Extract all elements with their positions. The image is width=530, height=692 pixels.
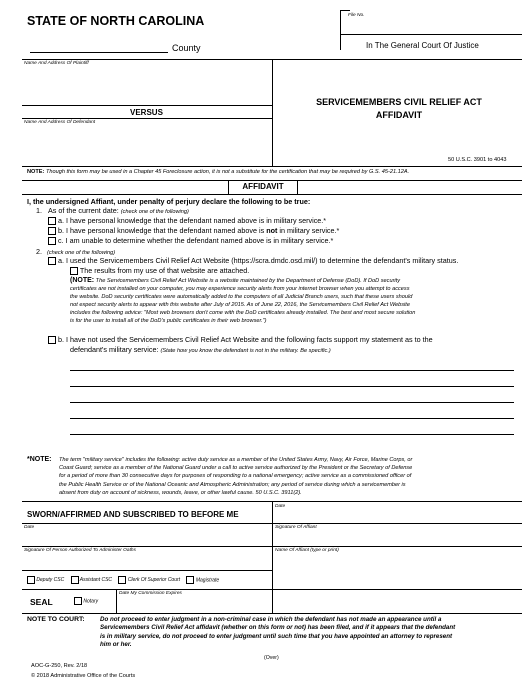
item2a-text: I used the Servicemembers Civil Relief Act Website (https://scra.dmdc.osd.mil/) to determine the defendant's military status. bbox=[66, 256, 459, 265]
item2a-sub bbox=[70, 267, 249, 276]
versus-label: VERSUS bbox=[130, 108, 163, 117]
item2a-note-line: The Servicemembers Civil Relief Act Website is a website maintained by the Department of Defense (DoD). If DoD security bbox=[95, 278, 401, 284]
commission-label: Date My Commission Expires bbox=[119, 591, 182, 596]
file-no-field[interactable] bbox=[340, 34, 522, 35]
item2a-note-line: is for the user to install all of the DoD's public certificates in their web browser.") bbox=[70, 317, 267, 324]
court-note-line: is in military service, do not proceed to enter judgment until such time that you have appointed an attorney to represent bbox=[100, 632, 453, 640]
item1c-checkbox[interactable] bbox=[48, 237, 56, 245]
clerk-superior-court-label: Clerk Of Superior Court bbox=[127, 577, 181, 584]
footnote-line: for a period of more than 30 consecutive days for purposes of responding to a national emergency; active service as a commissioned officer of bbox=[59, 473, 412, 480]
county-label: County bbox=[172, 43, 201, 53]
facts-line-4[interactable] bbox=[70, 418, 514, 419]
commission-field[interactable] bbox=[117, 598, 272, 612]
item1a-text: I have personal knowledge that the defendant named above is in military service.* bbox=[66, 216, 327, 225]
clerk-superior-court-checkbox[interactable] bbox=[118, 576, 126, 584]
item1b-text-post: in military service.* bbox=[277, 226, 340, 235]
item1c-text: I am unable to determine whether the defendant named above is in military service.* bbox=[65, 236, 334, 245]
form-title bbox=[276, 96, 522, 122]
sworn-date-label-right: Date bbox=[275, 504, 286, 509]
item2b-line2-row bbox=[70, 346, 331, 356]
item2-hint: (check one of the following) bbox=[47, 250, 116, 256]
assistant-csc-label: Assistant CSC bbox=[79, 577, 113, 584]
state-title: STATE OF NORTH CAROLINA bbox=[27, 14, 205, 28]
court-note-label: NOTE TO COURT: bbox=[27, 616, 85, 623]
item1-text: As of the current date: bbox=[48, 206, 119, 215]
item2-label: 2. bbox=[36, 247, 42, 256]
over-label: (Over) bbox=[264, 655, 279, 661]
footnote-line: The term "military service" includes the following: active duty service as a member of the United States Army, Navy, Air Force, Marine Corps, or bbox=[59, 457, 413, 463]
file-no-label: File No. bbox=[348, 13, 365, 18]
footnote-text bbox=[59, 456, 521, 497]
signature-affiant-field[interactable] bbox=[273, 531, 522, 545]
item2b-letter: b. bbox=[58, 335, 64, 344]
item2a-note-line: certificates are not installed on your computer, you may experience security alerts from your internet browser when you attempt to access bbox=[70, 285, 410, 292]
county-field[interactable] bbox=[30, 52, 168, 53]
defendant-field[interactable] bbox=[22, 127, 272, 165]
form-title-line1: SERVICEMEMBERS CIVIL RELIEF ACT bbox=[316, 97, 482, 107]
item1-option-b bbox=[48, 227, 339, 236]
form-note bbox=[27, 169, 409, 175]
affidavit-intro: I, the undersigned Affiant, under penalty of perjury declare the following to be true: bbox=[27, 197, 311, 206]
sworn-date-right-field[interactable] bbox=[275, 510, 521, 522]
plaintiff-label: Name And Address Of Plaintiff bbox=[24, 61, 89, 66]
signature-affiant-label: Signature Of Affiant bbox=[275, 525, 317, 530]
copyright: © 2018 Administrative Office of the Courts bbox=[31, 673, 136, 679]
deputy-csc-label: Deputy CSC bbox=[36, 577, 65, 584]
item2-option-a bbox=[48, 257, 458, 266]
item2a-note-label: (NOTE: bbox=[70, 277, 95, 284]
assistant-csc-checkbox[interactable] bbox=[71, 576, 79, 584]
item1-label: 1. bbox=[36, 206, 42, 215]
form-note-label: NOTE: bbox=[27, 169, 45, 175]
footnote-line: absent from duty on account of sickness, wounds, leave, or other lawful cause. 50 U.S.C. 3911(2). bbox=[59, 489, 302, 496]
item2a-note-line: not expect security alerts to appear with this website after July of 2015. As of June 22, 2016, the Servicemembers Civil Relief Act Website bbox=[70, 301, 410, 308]
form-note-text: Though this form may be used in a Chapter 45 Foreclosure action, it is not a substitute for the certification that may be required by G.S. 45-21.12A. bbox=[45, 169, 410, 175]
notary-label: Notary bbox=[83, 598, 99, 605]
date-label: Date bbox=[24, 525, 35, 530]
signature-admin-field[interactable] bbox=[22, 555, 272, 569]
magistrate-checkbox[interactable] bbox=[186, 576, 194, 584]
affiant-name-field[interactable] bbox=[273, 555, 522, 589]
item1-option-c bbox=[48, 237, 333, 246]
item2-option-b bbox=[48, 336, 433, 345]
officer-checkboxes bbox=[27, 576, 219, 584]
seal-label: SEAL bbox=[30, 597, 53, 607]
notary-checkbox[interactable] bbox=[74, 597, 82, 605]
item2a-checkbox[interactable] bbox=[48, 257, 56, 265]
plaintiff-field[interactable] bbox=[22, 68, 272, 104]
item2a-sub-checkbox[interactable] bbox=[70, 267, 78, 275]
affiant-name-label: Name Of Affiant (type or print) bbox=[275, 548, 339, 553]
item1b-checkbox[interactable] bbox=[48, 227, 56, 235]
item1b-letter: b. bbox=[58, 226, 64, 235]
item1b-text-bold: not bbox=[266, 226, 278, 235]
magistrate-label: Magistrate bbox=[195, 577, 220, 584]
defendant-label: Name And Address Of Defendant bbox=[24, 120, 96, 125]
item2a-letter: a. bbox=[58, 256, 64, 265]
item2b-hint: (State how you know the defendant is not in the military. Be specific.) bbox=[160, 348, 331, 354]
item2b-checkbox[interactable] bbox=[48, 336, 56, 344]
facts-line-2[interactable] bbox=[70, 386, 514, 387]
item2a-note-line: includes the following advice: "Most web browsers don't come with the DoD certificates already installed. The best and most secure solution bbox=[70, 309, 416, 316]
footnote-label: *NOTE: bbox=[27, 456, 52, 463]
item1a-checkbox[interactable] bbox=[48, 217, 56, 225]
sworn-heading: SWORN/AFFIRMED AND SUBSCRIBED TO BEFORE ME bbox=[27, 510, 239, 519]
facts-line-3[interactable] bbox=[70, 402, 514, 403]
deputy-csc-checkbox[interactable] bbox=[27, 576, 35, 584]
item1-option-a bbox=[48, 217, 326, 226]
footnote-line: Coast Guard; service as a member of the National Guard under a call to active service authorized by the President or the Secretary of Defense bbox=[59, 465, 413, 472]
item1c-letter: c. bbox=[58, 236, 64, 245]
item1a-letter: a. bbox=[58, 216, 64, 225]
court-note-line: him or her. bbox=[100, 641, 132, 649]
item2b-line2: defendant's military service: bbox=[70, 345, 159, 354]
signature-admin-label: Signature Of Person Authorized To Administer Oaths bbox=[24, 548, 136, 553]
item1-hint: (check one of the following) bbox=[120, 209, 189, 215]
court-note-line: Do not proceed to enter judgment in a non-criminal case in which the defendant has not made an appearance until a bbox=[100, 616, 442, 623]
item2a-note bbox=[70, 277, 520, 325]
item2b-line1: I have not used the Servicemembers Civil Relief Act Website and the following facts support my statement as to the bbox=[66, 335, 433, 344]
date-field[interactable] bbox=[22, 531, 272, 545]
affidavit-heading: AFFIDAVIT bbox=[242, 182, 284, 191]
item1b-text-pre: I have personal knowledge that the defendant named above is bbox=[66, 226, 267, 235]
facts-line-1[interactable] bbox=[70, 370, 514, 371]
statute-label: 50 U.S.C. 3901 to 4043 bbox=[448, 157, 507, 163]
court-label: In The General Court Of Justice bbox=[366, 41, 479, 50]
item2a-sub-text: The results from my use of that website are attached. bbox=[79, 266, 250, 275]
form-title-line2: AFFIDAVIT bbox=[375, 110, 423, 120]
form-number: AOC-G-250, Rev. 2/18 bbox=[31, 663, 88, 669]
footnote-line: the Public Health Service or of the National Oceanic and Atmospheric Administration; any period of service during which a servicemember is bbox=[59, 481, 406, 488]
court-note-text bbox=[100, 616, 455, 650]
notary-row bbox=[74, 597, 98, 605]
facts-line-5[interactable] bbox=[70, 434, 514, 435]
item2a-note-line: the website. DoD security certificates were automatically added to the computers of all Judicial Branch users, such that these users should bbox=[70, 293, 413, 300]
court-note-line: Servicemembers Civil Relief Act affidavit (whether on this form or not) has been filed, and if it appears that the defendant bbox=[100, 624, 456, 632]
